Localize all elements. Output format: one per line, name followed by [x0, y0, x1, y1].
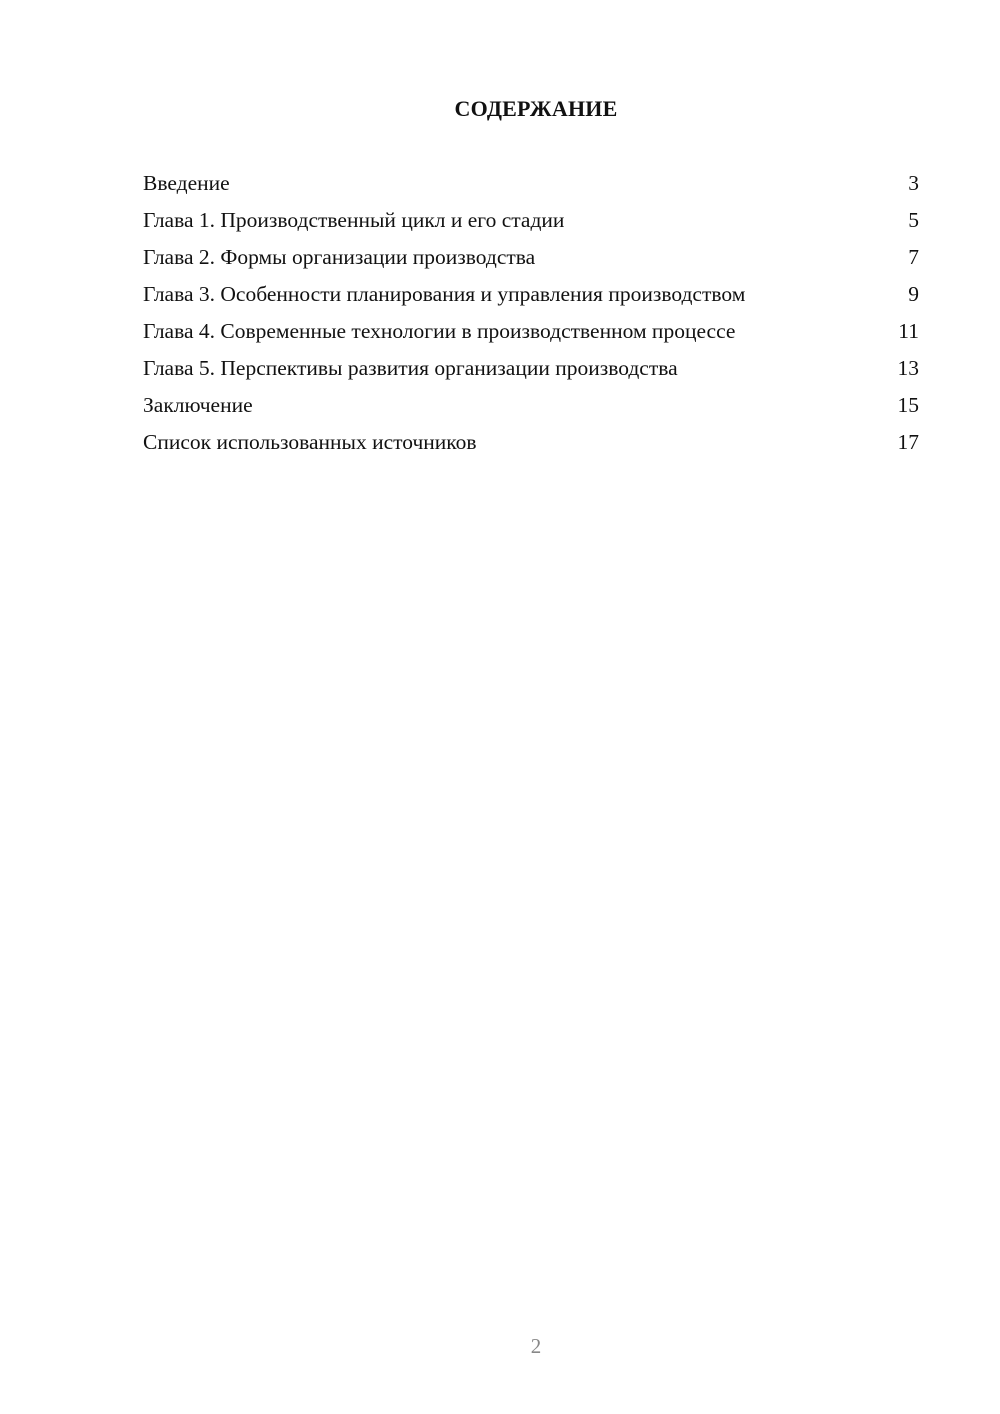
toc-entry	[143, 318, 919, 345]
toc-entry-page: 13	[897, 356, 919, 380]
page-title: СОДЕРЖАНИЕ	[454, 96, 618, 121]
table-of-contents	[143, 170, 919, 466]
toc-entry-title: Глава 4. Современные технологии в производственном процессе	[143, 319, 736, 343]
toc-entry-page: 17	[897, 430, 919, 454]
toc-entry-title: Глава 1. Производственный цикл и его стадии	[143, 208, 565, 232]
toc-entry	[143, 207, 919, 234]
toc-entry-title: Введение	[143, 171, 230, 195]
toc-entry	[143, 429, 919, 456]
toc-entry-title: Заключение	[143, 393, 253, 417]
toc-entry-title: Глава 3. Особенности планирования и управления производством	[143, 282, 746, 306]
toc-entry	[143, 392, 919, 419]
toc-entry-page: 5	[908, 208, 919, 232]
toc-entry-page: 9	[908, 282, 919, 306]
toc-entry	[143, 170, 919, 197]
toc-entry-page: 3	[908, 171, 919, 195]
toc-entry	[143, 355, 919, 382]
toc-entry-title: Глава 2. Формы организации производства	[143, 245, 536, 269]
toc-entry	[143, 281, 919, 308]
toc-entry	[143, 244, 919, 271]
toc-entry-page: 11	[898, 319, 919, 343]
page-number: 2	[530, 1334, 542, 1358]
toc-entry-title: Глава 5. Перспективы развития организации производства	[143, 356, 678, 380]
toc-entry-title: Список использованных источников	[143, 430, 477, 454]
toc-entry-page: 7	[908, 245, 919, 269]
toc-entry-page: 15	[897, 393, 919, 417]
